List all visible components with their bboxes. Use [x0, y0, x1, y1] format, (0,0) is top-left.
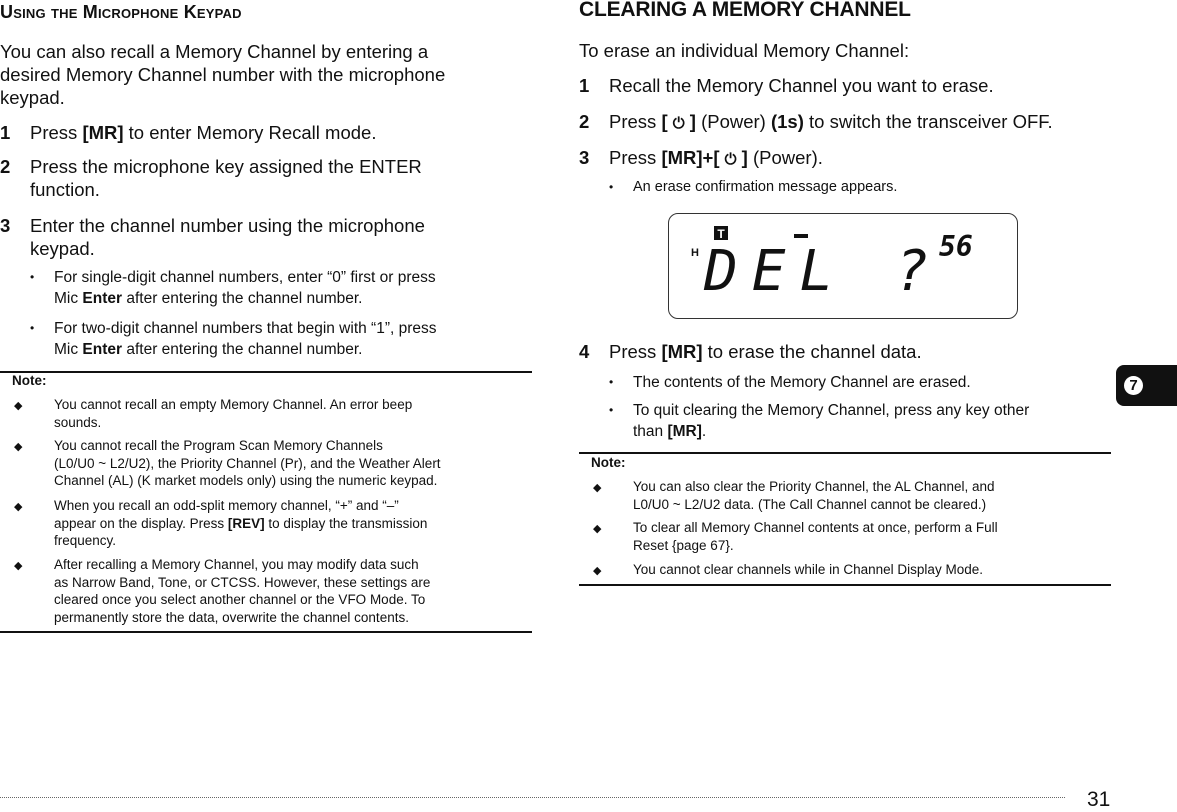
step-number: 4 — [579, 341, 590, 362]
note-text: You cannot clear channels while in Channel Display Mode. — [633, 562, 983, 577]
diamond-bullet-icon: ◆ — [14, 441, 23, 453]
intro-paragraph — [0, 40, 445, 109]
step-text: Enter the channel number using the microphone — [30, 215, 425, 236]
display-channel-number: 56 — [939, 230, 973, 263]
lcd-graphic — [669, 214, 1019, 320]
step-text: to switch the transceiver OFF. — [803, 111, 1053, 132]
power-icon: ⏻ — [672, 115, 685, 132]
note-label: Note: — [12, 373, 47, 388]
step-number: 2 — [0, 156, 11, 177]
note-text: Channel (AL) (K market models only) using the numeric keypad. — [54, 473, 438, 488]
section-title-clearing-memory: CLEARING A MEMORY CHANNEL — [579, 0, 911, 21]
step-text: (Power). — [747, 147, 823, 168]
section-title-microphone-keypad: Using the Microphone Keypad — [0, 2, 242, 22]
note-top-rule — [0, 371, 532, 373]
note-text: Reset {page 67}. — [633, 537, 734, 553]
step-number: 3 — [0, 215, 11, 236]
bullet-text: For two-digit channel numbers that begin with “1”, press — [54, 320, 437, 337]
note-text: You can also clear the Priority Channel, the AL Channel, and — [633, 479, 995, 494]
footer-dotted-rule — [0, 797, 1065, 798]
bullet-text: Mic — [54, 290, 83, 307]
note-text: sounds. — [54, 414, 102, 430]
intro-line: desired Memory Channel number with the microphone — [0, 64, 446, 85]
h-indicator-text: H — [691, 247, 699, 259]
step-text: Press — [609, 341, 662, 362]
step-text: (Power) — [695, 111, 771, 132]
diamond-bullet-icon: ◆ — [593, 482, 602, 494]
diamond-bullet-icon: ◆ — [14, 560, 23, 572]
display-main-text: DEL ? — [704, 239, 943, 304]
note-text: as Narrow Band, Tone, or CTCSS. However, these settings are — [54, 574, 431, 590]
chapter-tab — [1116, 365, 1177, 406]
t-indicator-text: T — [717, 227, 725, 241]
step-number: 1 — [579, 75, 590, 96]
bullet-dot: • — [609, 403, 614, 417]
bullet-text: For single-digit channel numbers, enter “0” first or press — [54, 269, 436, 286]
note-bottom-rule — [579, 584, 1111, 586]
step-number: 1 — [0, 122, 11, 143]
step-text: Press — [609, 147, 662, 168]
note-text: You cannot recall the Program Scan Memory Channels — [54, 438, 383, 453]
step-text: Recall the Memory Channel you want to erase. — [609, 75, 994, 96]
step-text: Press — [30, 122, 83, 143]
bullet-text: Mic — [54, 341, 83, 358]
chapter-number: 7 — [1124, 376, 1143, 395]
diamond-bullet-icon: ◆ — [14, 400, 23, 412]
note-text: (L0/U0 ~ L2/U2), the Priority Channel (Pr), and the Weather Alert — [54, 455, 441, 471]
lcd-display — [668, 213, 1018, 319]
note-bottom-rule — [0, 631, 532, 633]
intro-line: keypad. — [0, 87, 65, 108]
step-text: function. — [30, 179, 100, 200]
bullet-text: To quit clearing the Memory Channel, press any key other — [633, 402, 1030, 419]
note-text: When you recall an odd-split memory channel, “+” and “–” — [54, 498, 399, 513]
bullet-dot: • — [30, 321, 35, 335]
note-text: permanently store the data, overwrite the channel contents. — [54, 609, 409, 625]
page-number: 31 — [1087, 788, 1111, 811]
mr-key-label: [MR] — [667, 423, 702, 440]
step-text: keypad. — [30, 238, 95, 259]
bullet-text: An erase confirmation message appears. — [633, 179, 898, 195]
mr-key-label: [MR] — [82, 122, 124, 143]
key-bracket: [ — [661, 111, 673, 132]
note-text: After recalling a Memory Channel, you may modify data such — [54, 557, 419, 572]
note-text: You cannot recall an empty Memory Channel. An error beep — [54, 397, 413, 412]
diamond-bullet-icon: ◆ — [14, 501, 23, 513]
bullet-text: after entering the channel number. — [122, 341, 363, 358]
bullet-text: after entering the channel number. — [122, 290, 363, 307]
key-bracket: ] — [736, 147, 748, 168]
mr-key-label: [MR]+[ — [661, 147, 725, 168]
note-text: frequency. — [54, 533, 117, 548]
mr-key-label: [MR] — [661, 341, 703, 362]
bullet-dot: • — [30, 270, 35, 284]
note-top-rule — [579, 452, 1111, 454]
bullet-text: The contents of the Memory Channel are erased. — [633, 374, 971, 391]
enter-key-label: Enter — [82, 290, 123, 307]
step-text: Press the microphone key assigned the ENTER — [30, 156, 422, 177]
bullet-text: than — [633, 423, 668, 440]
step-number: 2 — [579, 111, 590, 132]
note-text: to display the transmission — [264, 515, 428, 531]
note-text: L0/U0 ~ L2/U2 data. (The Call Channel cannot be cleared.) — [633, 496, 987, 512]
power-icon: ⏻ — [724, 151, 737, 168]
intro-paragraph: To erase an individual Memory Channel: — [579, 40, 910, 61]
diamond-bullet-icon: ◆ — [593, 565, 602, 577]
note-label: Note: — [591, 455, 626, 470]
bullet-dot: • — [609, 180, 614, 194]
bullet-dot: • — [609, 375, 614, 389]
diamond-bullet-icon: ◆ — [593, 523, 602, 535]
note-text: cleared once you select another channel or the VFO Mode. To — [54, 592, 426, 607]
step-text: to enter Memory Recall mode. — [123, 122, 377, 143]
key-bracket: ] — [684, 111, 696, 132]
note-text: appear on the display. Press — [54, 515, 228, 531]
note-text: To clear all Memory Channel contents at once, perform a Full — [633, 520, 998, 535]
bullet-text: . — [701, 423, 707, 440]
step-number: 3 — [579, 147, 590, 168]
rev-key-label: [REV] — [227, 515, 265, 531]
step-text: to erase the channel data. — [702, 341, 922, 362]
step-text: Press — [609, 111, 662, 132]
enter-key-label: Enter — [82, 341, 123, 358]
duration-label: (1s) — [770, 111, 804, 132]
intro-line: You can also recall a Memory Channel by entering a — [0, 41, 429, 62]
minus-indicator — [794, 234, 808, 238]
